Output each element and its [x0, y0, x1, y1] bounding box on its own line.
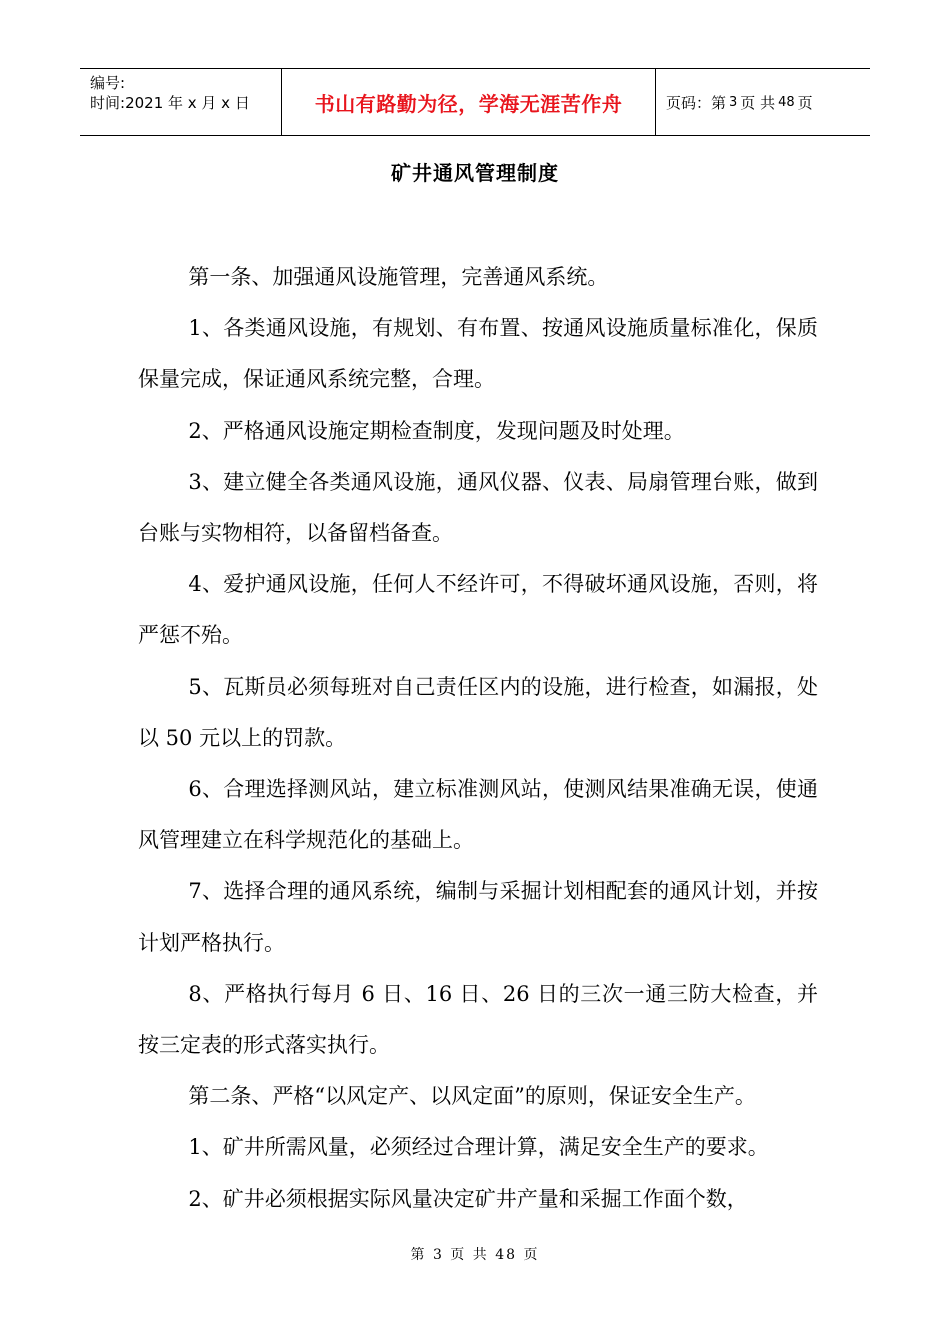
paragraph: 8、严格执行每月 6 日、16 日、26 日的三次一通三防大检查，并按三定表的形式落实执行。 [138, 981, 818, 1058]
header-meta-cell [80, 69, 282, 135]
paragraph: 1、矿井所需风量，必须经过合理计算，满足安全生产的要求。 [188, 1135, 769, 1160]
page-suffix: 页 [797, 93, 813, 112]
page-mid: 页 共 [740, 93, 776, 112]
page-total: 48 [778, 94, 795, 110]
paragraph: 6、合理选择测风站，建立标准测风站，使测风结果准确无误，使通风管理建立在科学规范化的基础上。 [138, 777, 818, 853]
paragraph: 第一条、加强通风设施管理，完善通风系统。 [188, 265, 609, 289]
page-prefix: 页码：第 [666, 93, 727, 112]
motto-text: 书山有路勤为径，学海无涯苦作舟 [314, 91, 623, 116]
time-value: 2021 年 x 月 x 日 [125, 94, 250, 112]
document-title: 矿井通风管理制度 [391, 161, 559, 185]
paragraph: 3、建立健全各类通风设施，通风仪器、仪表、局扇管理台账，做到台账与实物相符，以备留档备查。 [138, 469, 818, 546]
paragraph: 7、选择合理的通风系统，编制与采掘计划相配套的通风计划，并按计划严格执行。 [138, 879, 818, 955]
page-current: 3 [729, 94, 738, 110]
paragraph: 2、矿井必须根据实际风量决定矿井产量和采掘工作面个数， [188, 1186, 748, 1211]
time-label: 时间: [90, 94, 126, 112]
page-header [80, 68, 870, 136]
page-footer: 第 3 页 共 48 页 [410, 1247, 540, 1263]
number-label: 编号: [90, 74, 126, 92]
paragraph: 第二条、严格“以风定产、以风定面”的原则，保证安全生产。 [188, 1084, 756, 1109]
paragraph: 2、严格通风设施定期检查制度，发现问题及时处理。 [188, 418, 685, 443]
paragraph: 5、瓦斯员必须每班对自己责任区内的设施，进行检查，如漏报，处以 50 元以上的罚款。 [138, 674, 818, 750]
document-body [138, 252, 818, 1225]
header-page-cell [656, 69, 870, 135]
paragraph: 4、爱护通风设施，任何人不经许可，不得破坏通风设施，否则，将严惩不殆。 [138, 572, 818, 648]
paragraph: 1、各类通风设施，有规划、有布置、按通风设施质量标准化，保质保量完成，保证通风系统完整，合理。 [138, 316, 818, 392]
time-line [90, 93, 281, 113]
header-motto-cell [282, 69, 656, 135]
